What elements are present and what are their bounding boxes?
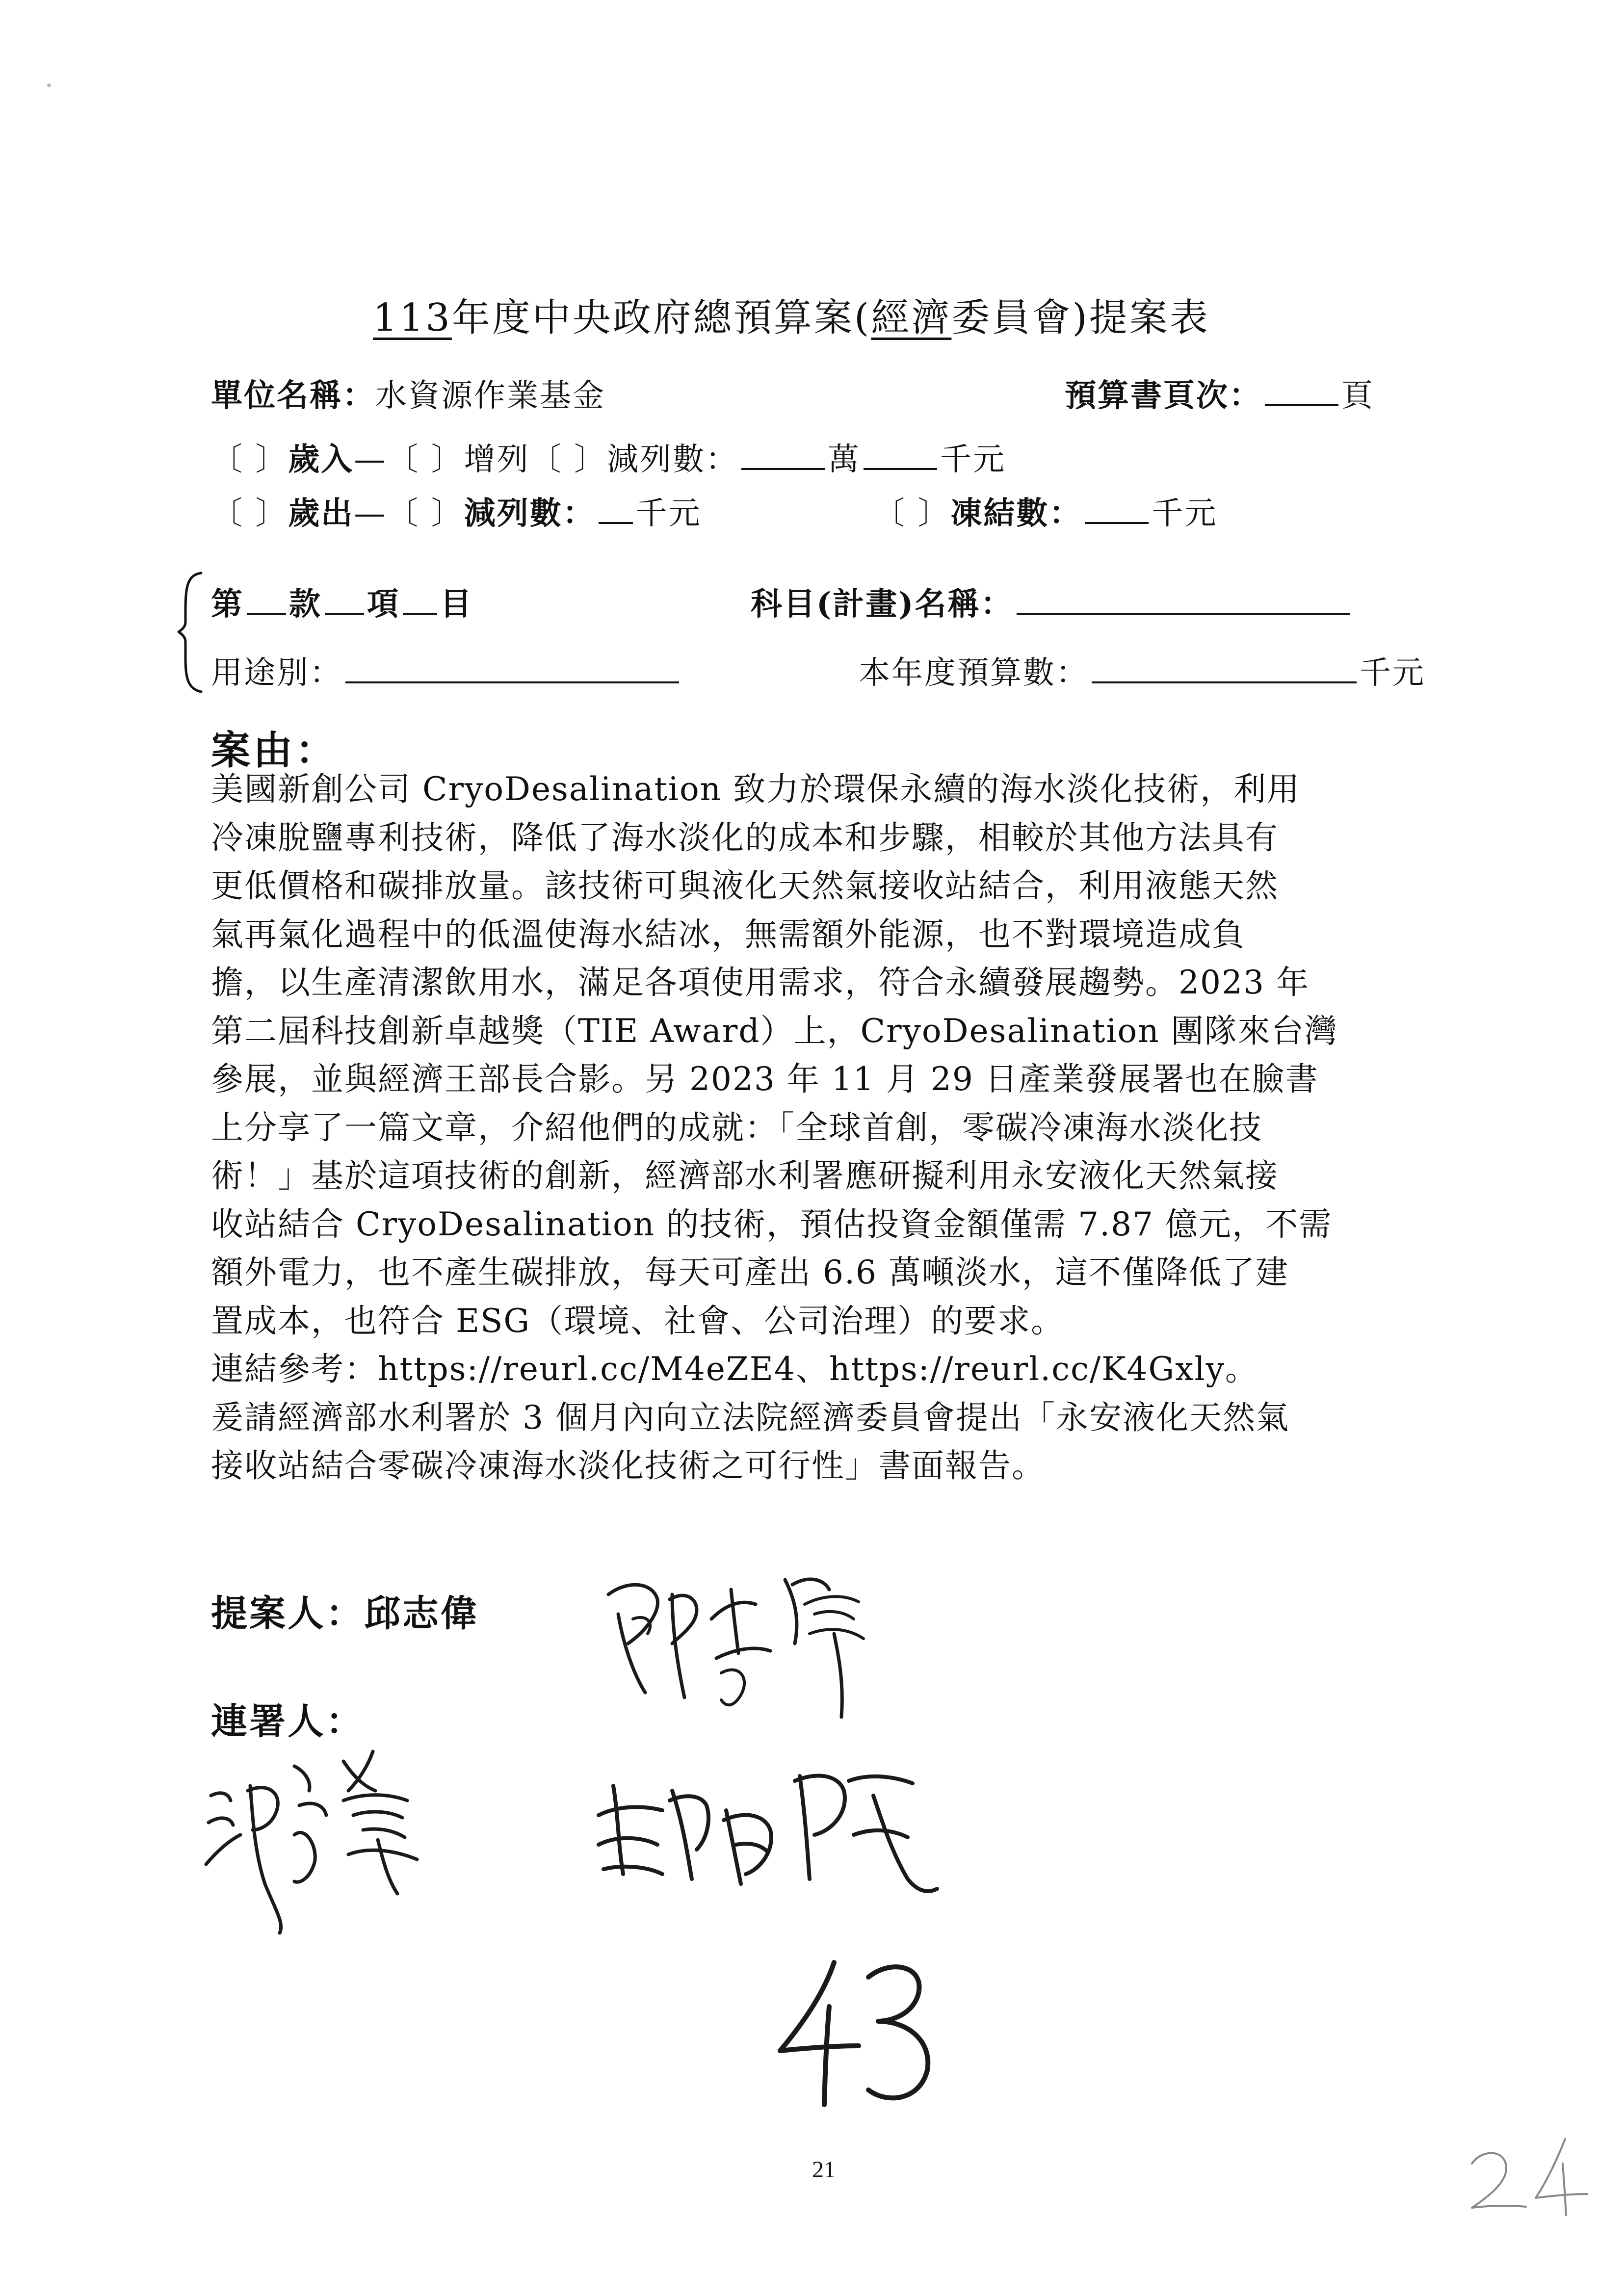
proposer-signature xyxy=(599,1560,873,1727)
revenue-thousand-blank xyxy=(864,443,937,470)
budget-page-row xyxy=(1065,370,1374,416)
freeze-unit: 千元 xyxy=(1152,496,1218,532)
freeze-row xyxy=(873,488,1217,533)
reason-body xyxy=(211,765,1447,1490)
item-kuan: 款 xyxy=(289,586,322,623)
item-row xyxy=(211,579,473,624)
cosigner-signature-2 xyxy=(589,1747,942,1904)
budget-page-label: 預算書頁次： xyxy=(1065,377,1262,414)
unit-label: 單位名稱： xyxy=(211,377,375,414)
item-mu-blank xyxy=(403,587,437,615)
item-kuan-blank xyxy=(247,587,286,615)
reason-line: 擔，以生產清潔飲用水，滿足各項使用需求，符合永續發展趨勢。2023 年 xyxy=(211,964,1310,1001)
title-part-2: 委員會)提案表 xyxy=(951,296,1210,340)
revenue-dash: — xyxy=(354,442,387,478)
reason-line: 置成本，也符合 ESG（環境、社會、公司治理）的要求。 xyxy=(211,1302,1065,1340)
corner-number xyxy=(1462,2129,1590,2218)
reason-line: 接收站結合零碳冷凍海水淡化技術之可行性」書面報告。 xyxy=(211,1447,1045,1485)
revenue-wan-blank xyxy=(741,443,825,470)
usage-row xyxy=(211,648,682,693)
reason-line: 第二屆科技創新卓越獎（TIE Award）上，CryoDesalination 團隊來台灣 xyxy=(211,1012,1338,1050)
reason-line: 術！」基於這項技術的創新，經濟部水利署應研擬利用永安液化天然氣接 xyxy=(211,1157,1279,1195)
expense-checkbox: 〔 〕 xyxy=(211,496,288,532)
item-xiang: 項 xyxy=(367,586,400,623)
title-part-1: 年度中央政府總預算案( xyxy=(451,296,871,340)
reason-line: 連結參考：https://reurl.cc/M4eZE4、https://reurl.cc/K4Gxly。 xyxy=(211,1350,1258,1388)
reason-line: 上分享了一篇文章，介紹他們的成就：「全球首創，零碳冷凍海水淡化技 xyxy=(211,1108,1262,1147)
reason-line: 爰請經濟部水利署於 3 個月內向立法院經濟委員會提出「永安液化天然氣 xyxy=(211,1398,1289,1436)
annual-budget-label: 本年度預算數： xyxy=(859,655,1089,691)
handwritten-number xyxy=(770,1948,947,2114)
reason-line: 冷凍脫鹽專利技術，降低了海水淡化的成本和步驟，相較於其他方法具有 xyxy=(211,818,1279,857)
expense-dash: — xyxy=(354,496,387,532)
usage-label: 用途別： xyxy=(211,655,342,691)
revenue-checkbox: 〔 〕 xyxy=(211,442,288,478)
revenue-label: 歲入 xyxy=(288,441,354,478)
proposer-label: 提案人：邱志偉 xyxy=(211,1592,479,1635)
annual-budget-row xyxy=(859,648,1425,693)
cosigner-signature-1 xyxy=(201,1737,446,1943)
freeze-blank xyxy=(1085,496,1149,524)
revenue-increase-option: 〔 〕增列 xyxy=(387,442,530,478)
reason-line: 額外電力，也不產生碳排放，每天可產出 6.6 萬噸淡水，這不僅降低了建 xyxy=(211,1253,1289,1291)
freeze-checkbox: 〔 〕 xyxy=(873,496,951,532)
reason-line: 收站結合 CryoDesalination 的技術，預估投資金額僅需 7.87 億元，不需 xyxy=(211,1205,1333,1243)
title-committee: 經濟 xyxy=(871,296,952,340)
annual-budget-blank xyxy=(1092,656,1357,683)
annual-budget-unit: 千元 xyxy=(1360,655,1425,691)
unit-value: 水資源作業基金 xyxy=(375,378,605,414)
item-mu: 目 xyxy=(440,586,473,623)
form-title xyxy=(373,287,1210,342)
title-year: 113 xyxy=(373,296,452,340)
subject-row xyxy=(751,579,1353,624)
item-xiang-blank xyxy=(325,587,364,615)
left-brace-decoration xyxy=(177,569,211,697)
reason-line: 更低價格和碳排放量。該技術可與液化天然氣接收站結合，利用液態天然 xyxy=(211,867,1279,905)
revenue-thousand-unit: 千元 xyxy=(940,442,1006,478)
scan-speck xyxy=(47,83,51,87)
revenue-decrease-option: 〔 〕減列數： xyxy=(529,442,739,478)
reason-line: 美國新創公司 CryoDesalination 致力於環保永續的海水淡化技術，利用 xyxy=(211,770,1301,808)
reason-heading: 案由： xyxy=(211,727,338,773)
item-di: 第 xyxy=(211,586,244,623)
expense-label: 歲出 xyxy=(288,495,354,532)
budget-page-unit: 頁 xyxy=(1341,378,1374,414)
expense-decrease-checkbox: 〔 〕 xyxy=(387,496,464,532)
expense-decrease-label: 減列數： xyxy=(464,495,596,532)
freeze-label: 凍結數： xyxy=(950,495,1082,532)
budget-page-blank xyxy=(1265,379,1338,406)
revenue-wan-unit: 萬 xyxy=(828,442,861,478)
unit-row xyxy=(211,370,605,416)
cosigner-label: 連署人： xyxy=(211,1700,364,1743)
revenue-row xyxy=(211,434,1006,479)
expense-row xyxy=(211,488,702,533)
reason-line: 氣再氣化過程中的低溫使海水結冰，無需額外能源，也不對環境造成負 xyxy=(211,915,1245,953)
subject-label: 科目(計畫)名稱： xyxy=(751,586,1014,623)
expense-decrease-blank xyxy=(599,496,633,524)
reason-line: 參展，並與經濟王部長合影。另 2023 年 11 月 29 日產業發展署也在臉書 xyxy=(211,1060,1319,1098)
page-number: 21 xyxy=(812,2157,836,2183)
subject-blank xyxy=(1017,587,1350,615)
expense-decrease-unit: 千元 xyxy=(635,496,702,532)
usage-blank xyxy=(345,656,679,683)
